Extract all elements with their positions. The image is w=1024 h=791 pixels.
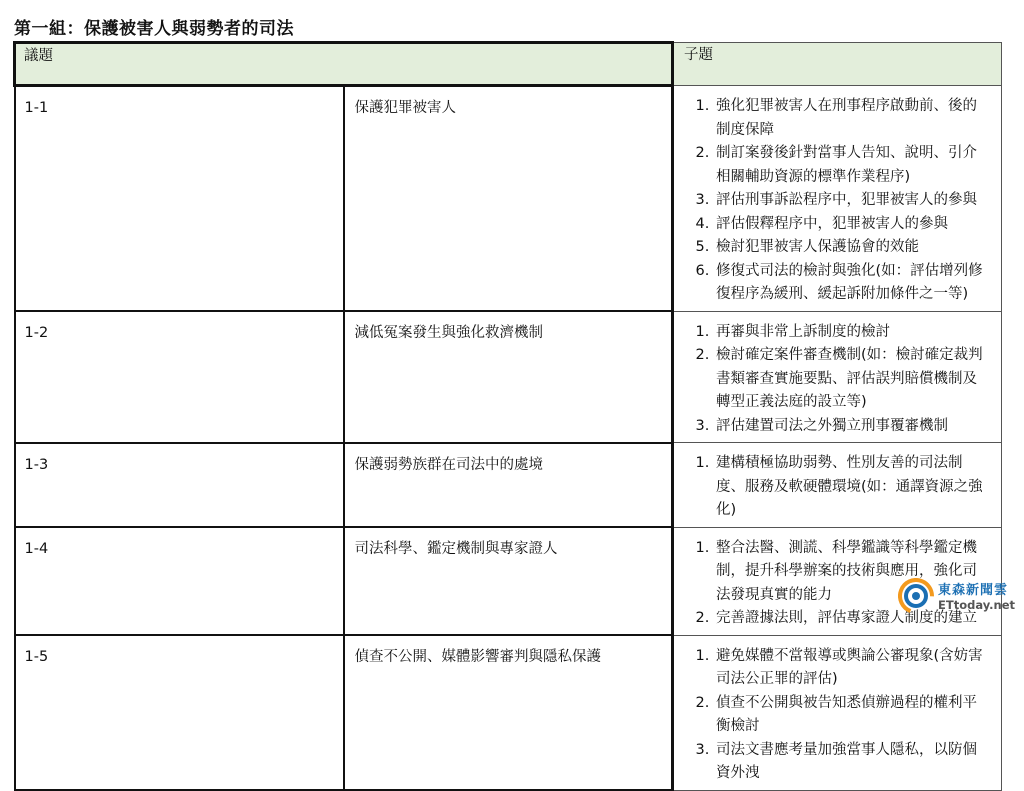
issue-name: 偵查不公開、媒體影響審判與隱私保護 — [354, 649, 601, 665]
issue-name: 保護犯罪被害人 — [354, 100, 456, 116]
issue-id: 1-1 — [24, 100, 49, 116]
issues-table — [13, 41, 1002, 791]
header-issue: 議題 — [15, 43, 673, 86]
subtopic-item: 3. 評估建置司法之外獨立刑事覆審機制 — [714, 415, 991, 439]
issue-id-cell — [15, 86, 344, 312]
table-row — [15, 443, 1002, 528]
subtopic-list — [674, 443, 1001, 527]
issue-id-cell — [15, 311, 344, 443]
subtopic-item: 1. 強化犯罪被害人在刑事程序啟動前、後的制度保障 — [714, 95, 991, 142]
subtopic-item: 1. 再審與非常上訴制度的檢討 — [714, 321, 991, 345]
subtopic-item: 2. 完善證據法則，評估專家證人制度的建立 — [714, 607, 991, 631]
subtopic-item: 2. 偵查不公開與被告知悉偵辦過程的權利平衡檢討 — [714, 692, 991, 739]
issue-name-cell — [344, 443, 673, 528]
issue-name-cell — [344, 311, 673, 443]
subtopics-cell — [673, 86, 1002, 312]
subtopic-item: 1. 整合法醫、測謊、科學鑑識等科學鑑定機制，提升科學辦案的技術與應用，強化司法發現真實的能力 — [714, 537, 991, 608]
issue-name: 司法科學、鑑定機制與專家證人 — [354, 541, 558, 557]
issue-name-cell — [344, 635, 673, 790]
issue-name: 減低冤案發生與強化救濟機制 — [354, 325, 543, 341]
subtopic-item: 5. 檢討犯罪被害人保護協會的效能 — [714, 236, 991, 260]
subtopic-list — [674, 86, 1001, 311]
issue-id: 1-5 — [24, 649, 49, 665]
issue-id: 1-4 — [24, 541, 49, 557]
subtopics-cell — [673, 635, 1002, 790]
subtopic-item: 4. 評估假釋程序中，犯罪被害人的參與 — [714, 213, 991, 237]
watermark-name-en: ETtoday.net — [938, 598, 1016, 612]
table-row — [15, 311, 1002, 443]
subtopic-list — [674, 312, 1001, 443]
table-header-row — [15, 43, 1002, 86]
issue-id-cell — [15, 527, 344, 635]
subtopic-item: 1. 建構積極協助弱勢、性別友善的司法制度、服務及軟硬體環境(如：通譯資源之強化) — [714, 452, 991, 523]
subtopic-list — [674, 636, 1001, 790]
ettoday-watermark — [898, 576, 1016, 616]
page-title: 第一組：保護被害人與弱勢者的司法 — [14, 19, 294, 39]
issue-name: 保護弱勢族群在司法中的處境 — [354, 456, 543, 473]
subtopic-item: 6. 修復式司法的檢討與強化(如：評估增列修復程序為緩刑、緩起訴附加條件之一等) — [714, 260, 991, 307]
subtopic-item: 3. 司法文書應考量加強當事人隱私，以防個資外洩 — [714, 739, 991, 786]
issue-id: 1-3 — [24, 456, 49, 473]
issue-name-cell — [344, 527, 673, 635]
table-row — [15, 86, 1002, 312]
watermark-name-cn: 東森新聞雲 — [938, 583, 1009, 598]
table-row — [15, 635, 1002, 790]
issue-id-cell — [15, 443, 344, 528]
subtopic-item: 3. 評估刑事訴訟程序中，犯罪被害人的參與 — [714, 189, 991, 213]
table-body — [15, 86, 1002, 791]
subtopic-item: 1. 避免媒體不當報導或輿論公審現象(含妨害司法公正罪的評估) — [714, 645, 991, 692]
table-row — [15, 527, 1002, 635]
subtopics-cell — [673, 311, 1002, 443]
header-subtopics: 子題 — [673, 43, 1002, 86]
subtopic-item: 2. 制訂案發後針對當事人告知、說明、引介相關輔助資源的標準作業程序) — [714, 142, 991, 189]
issue-id: 1-2 — [24, 325, 49, 341]
subtopics-cell — [673, 443, 1002, 528]
issue-name-cell — [344, 86, 673, 312]
subtopic-item: 2. 檢討確定案件審查機制(如：檢討確定裁判書類審查實施要點、評估誤判賠償機制及轉型正義法庭的設立等) — [714, 344, 991, 415]
issue-id-cell — [15, 635, 344, 790]
ettoday-logo-icon — [898, 578, 934, 614]
